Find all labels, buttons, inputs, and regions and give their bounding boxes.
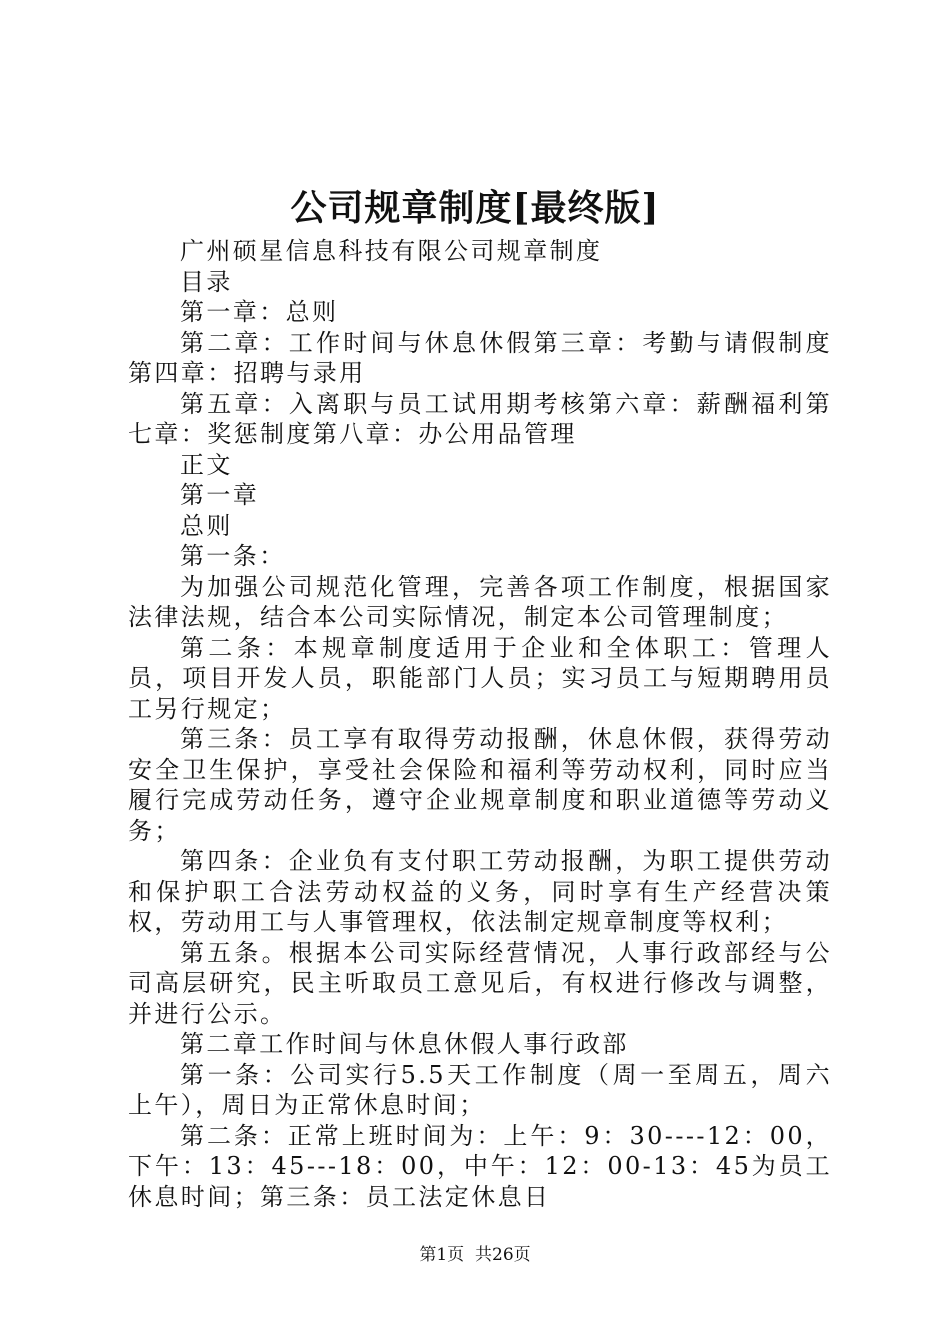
paragraph-main-text-heading: 正文 — [180, 450, 233, 479]
document-body — [128, 236, 832, 1212]
paragraph-toc-chapters-5-8: 第五章：入离职与员工试用期考核第六章：薪酬福利第七章：奖惩制度第八章：办公用品管理 — [128, 389, 832, 448]
paragraph-chapter-2-article-1: 第一条：公司实行5.5天工作制度（周一至周五，周六上午），周日为正常休息时间； — [128, 1060, 832, 1119]
paragraph-chapter-1-title: 总则 — [180, 511, 233, 540]
footer-separator — [464, 1245, 475, 1265]
paragraph-chapter-1-heading: 第一章 — [180, 481, 260, 509]
paragraph-article-5: 第五条。根据本公司实际经营情况，人事行政部经与公司高层研究，民主听取员工意见后，有权进行修改与调整，并进行公示。 — [128, 938, 832, 1028]
paragraph-toc-chapters-2-4: 第二章：工作时间与休息休假第三章：考勤与请假制度第四章：招聘与录用 — [128, 328, 832, 387]
paragraph-toc-chapter-1: 第一章：总则 — [180, 298, 339, 326]
page-total: 共26页 — [475, 1245, 531, 1265]
paragraph-article-1-body: 为加强公司规范化管理，完善各项工作制度，根据国家法律法规，结合本公司实际情况，制定本公司管理制度； — [128, 572, 832, 631]
paragraph-article-3: 第三条：员工享有取得劳动报酬，休息休假，获得劳动安全卫生保护，享受社会保险和福利等劳动权利，同时应当履行完成劳动任务，遵守企业规章制度和职业道德等劳动义务； — [128, 725, 832, 845]
page-number: 第1页 — [419, 1245, 465, 1265]
paragraph-article-4: 第四条：企业负有支付职工劳动报酬，为职工提供劳动和保护职工合法劳动权益的义务，同时享有生产经营决策权，劳动用工与人事管理权，依法制定规章制度等权利； — [128, 847, 832, 936]
paragraph-article-1-label: 第一条： — [180, 542, 286, 570]
page-footer — [0, 1244, 950, 1266]
paragraph-article-2: 第二条：本规章制度适用于企业和全体职工：管理人员，项目开发人员，职能部门人员；实习员工与短期聘用员工另行规定； — [128, 633, 832, 723]
paragraph-toc-heading: 目录 — [180, 267, 233, 296]
paragraph-chapter-2-article-2: 第二条：正常上班时间为：上午：9：30----12：00，下午：13：45---18：00，中午：12：00-13：45为员工休息时间；第三条：员工法定休息日 — [128, 1121, 832, 1211]
document-title: 公司规章制度[最终版] — [290, 187, 660, 229]
paragraph-chapter-2-heading: 第二章工作时间与休息休假人事行政部 — [180, 1030, 629, 1058]
paragraph-company-name: 广州硕星信息科技有限公司规章制度 — [180, 237, 603, 265]
